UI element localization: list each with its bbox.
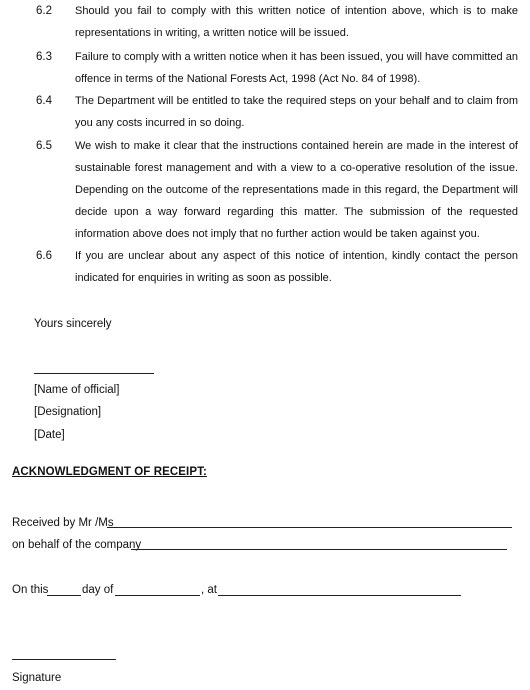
clause-number: 6.4 bbox=[36, 95, 52, 107]
signature-label: Signature bbox=[12, 672, 62, 684]
place-field[interactable] bbox=[218, 595, 461, 596]
official-date: [Date] bbox=[34, 429, 65, 441]
day-field[interactable] bbox=[47, 595, 81, 596]
signature-field[interactable] bbox=[12, 659, 116, 660]
clause-number: 6.5 bbox=[36, 140, 52, 152]
acknowledgment-title: ACKNOWLEDGMENT OF RECEIPT: bbox=[12, 466, 207, 478]
clause-number: 6.3 bbox=[36, 51, 52, 63]
clause-text: If you are unclear about any aspect of this notice of intention, kindly contact the person indicated for enquiries in writing as soon as possible. bbox=[75, 250, 518, 284]
salutation: Yours sincerely bbox=[34, 318, 112, 330]
clause-number: 6.2 bbox=[36, 5, 52, 17]
official-name: [Name of official] bbox=[34, 384, 120, 396]
clause-text: Failure to comply with a written notice when it has been issued, you will have committed an offence in terms of the National Forests Act, 1998 (Act No. 84 of 1998). bbox=[75, 51, 518, 85]
official-signature-line[interactable] bbox=[34, 373, 154, 374]
official-designation: [Designation] bbox=[34, 406, 102, 418]
clause-text: Should you fail to comply with this written notice of intention above, which is to make representations in writing, a written notice will be issued. bbox=[75, 5, 518, 39]
clause-text: We wish to make it clear that the instructions contained herein are made in the interest of sustainable forest management and with a view to a co-operative resolution of the issue. Depending on the outcome of the representations made in this regard, the Department will decide upon a way forward regarding this matter. The submission of the requested information above does not imply that no further action would be taken against you. bbox=[75, 140, 518, 240]
at-label: , at bbox=[201, 584, 217, 596]
on-behalf-label: on behalf of the company bbox=[12, 539, 142, 551]
clause-text: The Department will be entitled to take the required steps on your behalf and to claim from you any costs incurred in so doing. bbox=[75, 95, 518, 129]
received-by-field[interactable] bbox=[107, 527, 512, 528]
on-this-label: On this bbox=[12, 584, 49, 596]
clause-number: 6.6 bbox=[36, 250, 52, 262]
company-field[interactable] bbox=[131, 549, 507, 550]
received-by-label: Received by Mr /Ms bbox=[12, 517, 114, 529]
day-of-label: day of bbox=[82, 584, 114, 596]
month-field[interactable] bbox=[115, 595, 200, 596]
